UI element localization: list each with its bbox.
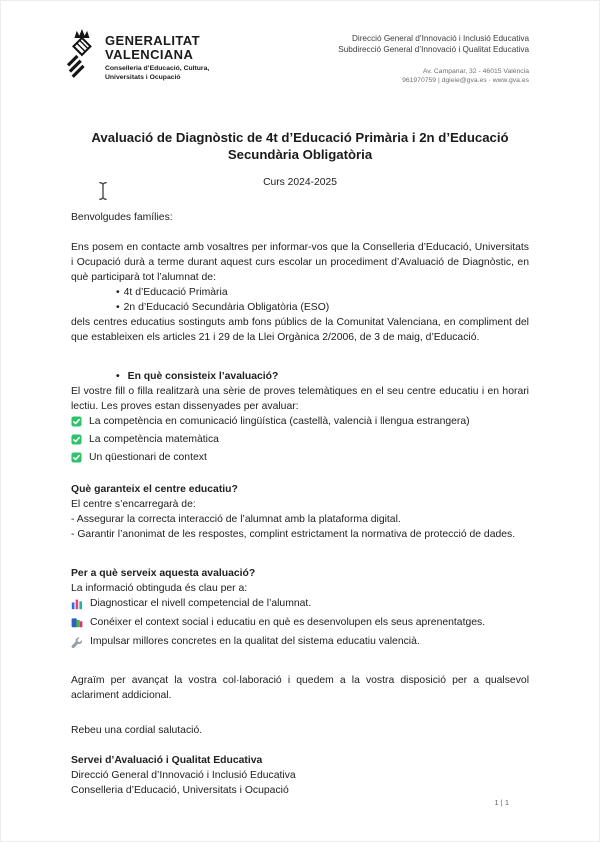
books-icon (71, 617, 83, 634)
document-title: Avaluació de Diagnòstic de 4t d’Educació Primària i 2n d’Educació Secundària Obligatòria (91, 130, 509, 162)
check-item-text: La competència en comunicació lingüística (castellà, valencià i llengua estrangera) (89, 416, 470, 427)
farewell: Rebeu una cordial salutació. (71, 725, 203, 736)
wrench-icon (71, 636, 83, 653)
check-icon (71, 416, 82, 432)
purpose-list (71, 596, 529, 653)
signature-block (71, 753, 529, 798)
guarantee-item: - Assegurar la correcta interacció de l’alumnat amb la plataforma digital. (71, 514, 401, 525)
check-item-text: La competència matemàtica (89, 434, 219, 445)
purpose-item-text: Conéixer el context social i educatiu en què es desenvolupen els seus aprenentatges. (90, 617, 486, 628)
section-guarantee-intro: El centre s’encarregarà de: (71, 499, 196, 510)
check-icon (71, 434, 82, 450)
list-item (116, 285, 529, 300)
list-item (71, 615, 529, 634)
bullet-icon: • (116, 302, 120, 313)
org-line-2: Subdirecció General d’Innovació i Qualitat Educativa (338, 45, 529, 54)
list-item (71, 596, 529, 615)
intro-continuation: dels centres educatius sostinguts amb fons públics de la Comunitat Valenciana, en compliment del que estableixen els articles 21 i 29 de la Llei Orgànica 2/2006, de 3 de maig, d’Educació. (71, 317, 529, 343)
logo-text (105, 25, 209, 82)
check-list (71, 414, 529, 468)
signature-direction: Direcció General d’Innovació i Inclusió Educativa (71, 770, 296, 781)
generalitat-logo (65, 25, 209, 84)
page-header (1, 1, 599, 85)
bullet-icon: • (116, 371, 120, 382)
org-line-1: Direcció General d’Innovació i Inclusió Educativa (351, 34, 529, 43)
bullet-icon: • (116, 287, 120, 298)
check-item-text: Un qüestionari de context (89, 452, 207, 463)
list-item (71, 450, 529, 468)
guarantee-item: - Garantir l’anonimat de les respostes, complint estrictament la normativa de protecció de dades. (71, 529, 516, 540)
brand-line-2: VALENCIANA (105, 46, 194, 62)
contact-line: 961970759 | dgieie@gva.es · www.gva.es (402, 77, 529, 84)
grade-bullet-text: 4t d’Educació Primària (123, 287, 228, 298)
brand-line-1: GENERALITAT (105, 33, 200, 48)
purpose-item-text: Diagnosticar el nivell competencial de l’alumnat. (90, 598, 312, 609)
closing-paragraph: Agraïm per avançat la vostra col·laboració i quedem a la vostra disposició per a qualsevol aclariment addicional. (71, 675, 529, 701)
department-line-1: Conselleria d’Educació, Cultura, (105, 65, 210, 72)
course-subtitle: Curs 2024-2025 (263, 177, 337, 188)
list-item (71, 634, 529, 653)
section-purpose-heading: Per a què serveix aquesta avaluació? (71, 568, 256, 579)
check-icon (71, 452, 82, 468)
header-right (338, 33, 529, 85)
salutation: Benvolgudes famílies: (71, 212, 173, 223)
grade-bullet-list (71, 285, 529, 315)
section-what-heading (71, 369, 529, 384)
list-item (116, 300, 529, 315)
section-what-body: El vostre fill o filla realitzarà una sèrie de proves telemàtiques en el seu centre educatiu i en horari lectiu. Les proves estan dissenyades per avaluar: (71, 386, 529, 412)
section-guarantee-heading: Què garanteix el centre educatiu? (71, 484, 238, 495)
page-number: 1 | 1 (494, 798, 509, 807)
letter-body (71, 210, 529, 798)
signature-service: Servei d’Avaluació i Qualitat Educativa (71, 755, 263, 766)
section-what-heading-text: En què consisteix l’avaluació? (127, 371, 279, 382)
signature-conselleria: Conselleria d’Educació, Universitats i Ocupació (71, 785, 289, 796)
list-item (71, 432, 529, 450)
generalitat-emblem-icon (65, 27, 97, 84)
section-purpose-intro: La informació obtinguda és clau per a: (71, 583, 248, 594)
list-item (71, 414, 529, 432)
address-line: Av. Campanar, 32 - 46015 València (422, 68, 529, 75)
purpose-item-text: Impulsar millores concretes en la qualitat del sistema educatiu valencià. (90, 636, 420, 647)
grade-bullet-text: 2n d’Educació Secundària Obligatòria (ESO) (123, 302, 330, 313)
bar-chart-icon (71, 598, 83, 615)
intro-paragraph: Ens posem en contacte amb vosaltres per informar-vos que la Conselleria d’Educació, Universitats i Ocupació durà a terme durant aquest curs escolar un procediment d’Avaluació de Diagnòstic, en què participarà tot l’alumnat de: (71, 242, 529, 283)
department-line-2: Universitats i Ocupació (105, 73, 181, 81)
